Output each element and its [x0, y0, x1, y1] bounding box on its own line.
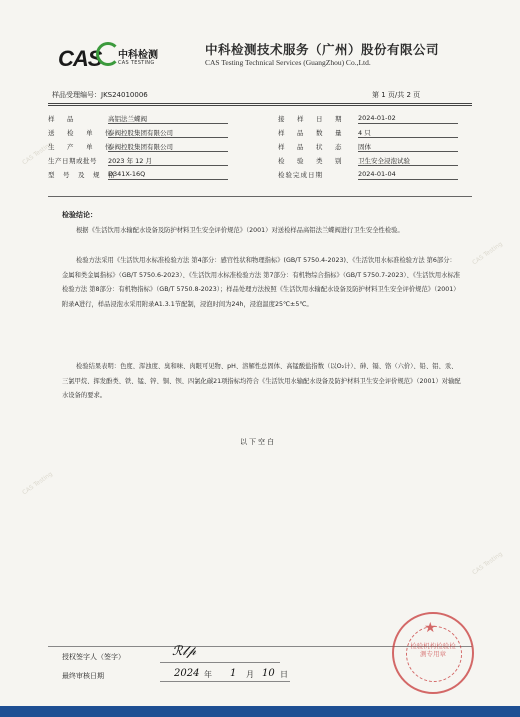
logo-mark: CAS	[58, 46, 102, 71]
bottom-brand-bar	[0, 706, 520, 717]
info-label: 型 号 及 规 格	[48, 171, 116, 179]
issue-date-label-text: 最终审核日期	[62, 672, 104, 680]
info-value: 2024-01-04	[358, 170, 458, 180]
conclusion-paragraph-3: 检验结果表明：色度、浑浊度、臭和味、肉眼可见物、pH、溶解性总固体、高锰酸盐指数（以O₂计）、砷、镉、铬（六价）、铅、铝、汞、三氯甲烷、挥发酚类、铁、锰、锌、铜、钡、四氯化碳21项指标均符合《生活饮用水输配水设备及防护材料卫生安全评价规范》（2001）对输配水设备的要求。	[62, 363, 461, 399]
info-label: 生 产 单 位	[48, 143, 115, 151]
page-number: 第 1 页/共 2 页	[372, 91, 421, 99]
info-value: 泰阀控股集团有限公司	[108, 128, 228, 138]
logo-en: CAS TESTING	[118, 60, 155, 66]
conclusion-paragraph-2: 检验方法采用《生活饮用水标准检验方法 第4部分：感官性状和物理指标》(GB/T 5750.4-2023)、《生活饮用水标准检验方法 第6部分：金属和类金属指标》（GB/T 5750.6-2023）、《生活饮用水标准检验方法 第7部分：有机物综合指标》（GB/T 5750.7-2023）、《生活饮用水标准检验方法 第8部分：有机物指标》（GB/T 5750.8-2023）；样品处理方法按照《生活饮用水输配水设备及防护材料卫生安全评价规范》（2001）附录A进行，样品浸泡水采用附录A1.3.1节配制，浸泡时间为24h，浸泡温度25℃±5℃。	[62, 257, 461, 308]
info-value: D341X-16Q	[108, 170, 228, 180]
divider	[48, 105, 472, 106]
company-name-en: CAS Testing Technical Services (GuangZhou) Co.,Ltd.	[205, 58, 371, 67]
info-label: 检 验 类 别	[278, 157, 345, 165]
issue-date-label	[62, 671, 104, 681]
watermark: CAS Testing	[471, 550, 504, 577]
info-label: 样 品 状 态	[278, 143, 345, 151]
official-stamp	[392, 612, 474, 694]
info-label: 接 样 日 期	[278, 115, 345, 123]
signature-scribble: ℛ𝓁𝓅	[172, 644, 196, 659]
logo-ring-icon	[96, 42, 120, 66]
handwritten-day: 10	[262, 668, 275, 679]
divider	[48, 196, 472, 197]
signatory-label-text: 授权签字人（签字）	[62, 653, 125, 661]
stamp-text: 检验机构检验检测专用章	[410, 642, 456, 658]
signatory-label	[62, 652, 125, 662]
signature-line	[160, 662, 280, 663]
handwritten-month: 1	[230, 668, 237, 679]
info-label: 送 检 单 位	[48, 129, 115, 137]
end-blank-note: 以下空白	[240, 438, 276, 446]
company-name-cn: 中科检测技术服务（广州）股份有限公司	[205, 42, 440, 57]
handwritten-year: 2024	[174, 668, 200, 679]
sample-number: 样品受理编号：JKS24010006	[52, 91, 148, 99]
info-value: 固体	[358, 142, 458, 152]
info-value: 卫生安全浸泡试验	[358, 156, 458, 166]
divider	[48, 103, 472, 104]
logo-cn: 中科检测	[118, 50, 158, 61]
watermark: CAS Testing	[21, 140, 54, 167]
info-value: 泰阀控股集团有限公司	[108, 142, 228, 152]
watermark: CAS Testing	[471, 240, 504, 267]
info-label: 样 品 数 量	[278, 129, 345, 137]
info-label: 生产日期或批号	[48, 157, 97, 165]
info-value: 2024-01-02	[358, 114, 458, 124]
info-value: 2023 年 12 月	[108, 156, 228, 166]
date-line	[160, 681, 290, 682]
month-unit: 月	[246, 670, 254, 679]
year-unit: 年	[204, 670, 212, 679]
watermark: CAS Testing	[21, 470, 54, 497]
company-logo	[58, 40, 158, 80]
conclusion-paragraph-1: 根据《生活饮用水输配水设备及防护材料卫生安全评价规范》（2001）对送检样品高铝法兰蝶阀进行卫生安全性检验。	[76, 227, 404, 234]
info-value: 4 只	[358, 128, 458, 138]
star-icon: ★	[424, 620, 437, 636]
info-label: 样 品	[48, 115, 77, 123]
day-unit: 日	[280, 670, 288, 679]
info-label: 检验完成日期	[278, 171, 323, 179]
info-value: 高铝法兰蝶阀	[108, 114, 228, 124]
conclusion-title: 检验结论：	[62, 211, 97, 219]
